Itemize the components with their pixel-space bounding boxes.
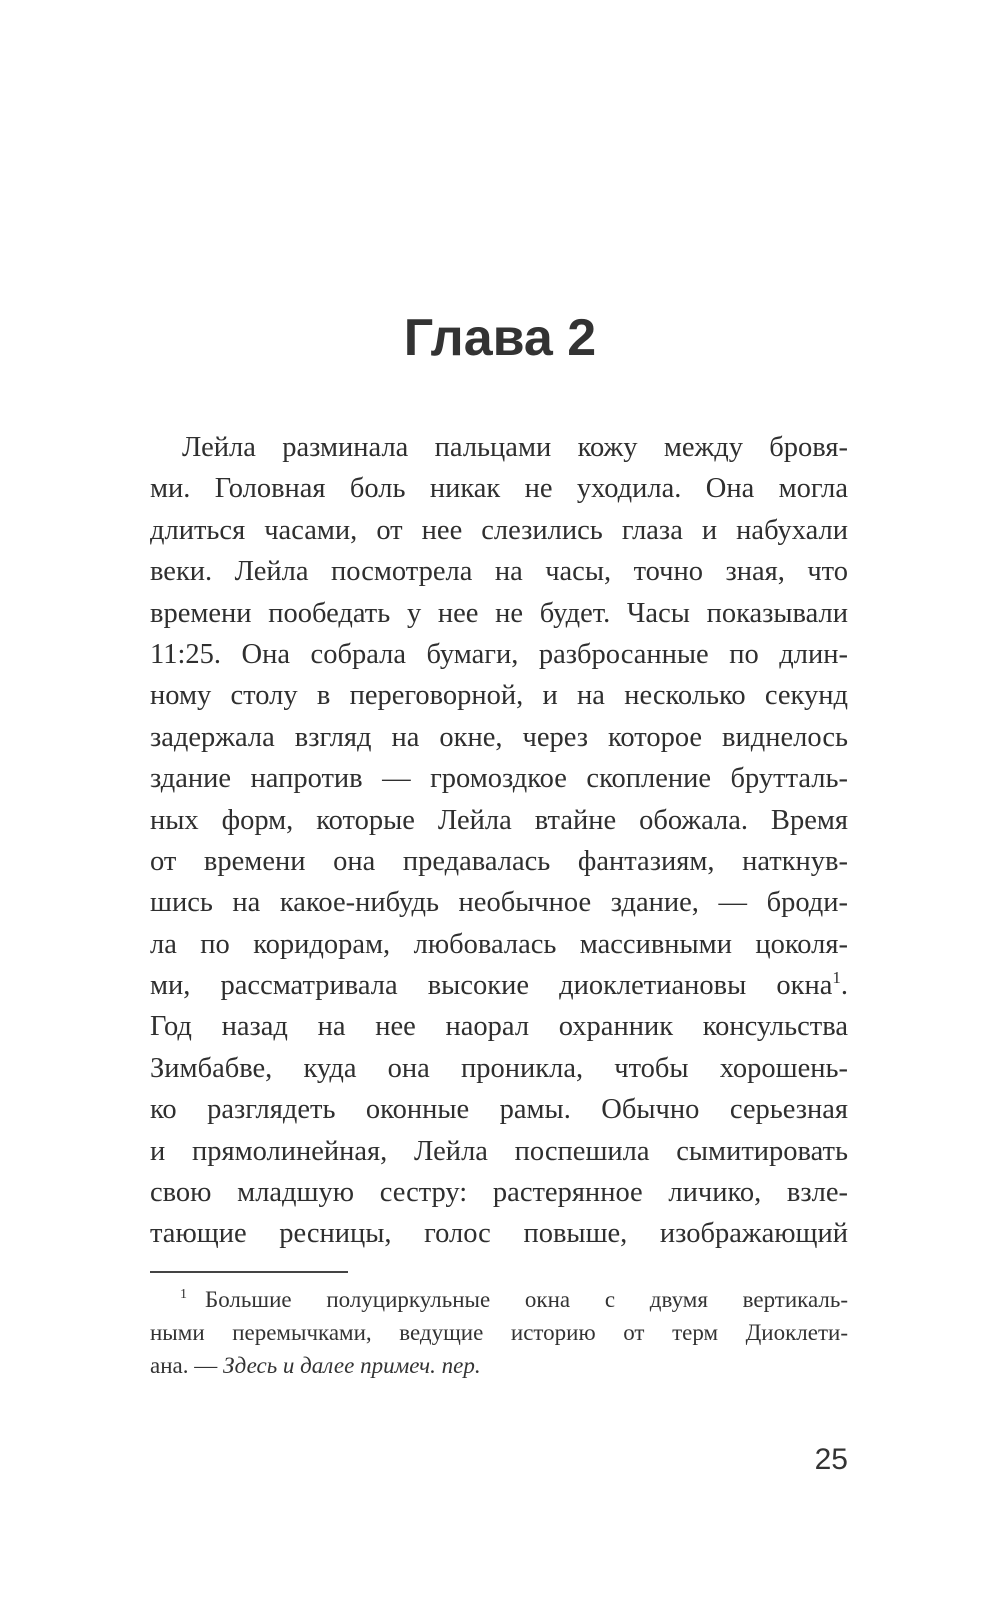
page-number: 25 [814, 1443, 848, 1476]
body-line: от времени она предавалась фантазиям, наткнув- [150, 845, 848, 877]
footnote-line: ными перемычками, ведущие историю от терм Диоклети- [150, 1320, 848, 1345]
body-line: ных форм, которые Лейла втайне обожала. Время [150, 804, 848, 836]
body-line: веки. Лейла посмотрела на часы, точно зная, что [150, 556, 848, 588]
body-line: Зимбабве, куда она проникла, чтобы хорошень- [150, 1052, 848, 1084]
body-line: ла по коридорам, любовалась массивными цоколя- [150, 928, 848, 960]
body-line: Год назад на нее наорал охранник консульства [150, 1011, 848, 1043]
body-line: задержала взгляд на окне, через которое виднелось [150, 721, 848, 753]
body-line: шись на какое-нибудь необычное здание, — броди- [150, 887, 848, 919]
body-text [150, 427, 848, 1255]
body-line: тающие ресницы, голос повыше, изображающий [150, 1218, 848, 1250]
body-line: 11:25. Она собрала бумаги, разбросанные по длин- [150, 638, 848, 670]
body-line: ми, рассматривала высокие диоклетиановы окна$^1$. [150, 968, 848, 1002]
chapter-title: Глава 2 [403, 309, 597, 367]
body-line: ми. Головная боль никак не уходила. Она могла [150, 473, 848, 505]
body-line: свою младшую сестру: растерянное личико, взле- [150, 1177, 848, 1209]
footnote-line: $^1$ Большие полуциркульные окна с двумя вертикаль- [180, 1287, 848, 1312]
footnote [150, 1283, 848, 1382]
footnote-number: 1 [180, 1287, 187, 1302]
body-line: и прямолинейная, Лейла поспешила сымитировать [150, 1135, 848, 1167]
body-line: времени пообедать у нее не будет. Часы показывали [150, 597, 848, 629]
footnote-divider [150, 1271, 348, 1273]
body-line: здание напротив — громоздкое скопление брутталь- [150, 763, 848, 795]
body-line: ному столу в переговорной, и на несколько секунд [150, 680, 848, 712]
body-line: Лейла разминала пальцами кожу между бровя- [182, 432, 848, 463]
body-line: длиться часами, от нее слезились глаза и набухали [150, 514, 848, 546]
footnote-marker[interactable]: 1 [832, 968, 841, 988]
footnote-line: ана. — Здесь и далее примеч. пер. [150, 1353, 481, 1378]
body-line: ко разглядеть оконные рамы. Обычно серьезная [150, 1094, 848, 1126]
